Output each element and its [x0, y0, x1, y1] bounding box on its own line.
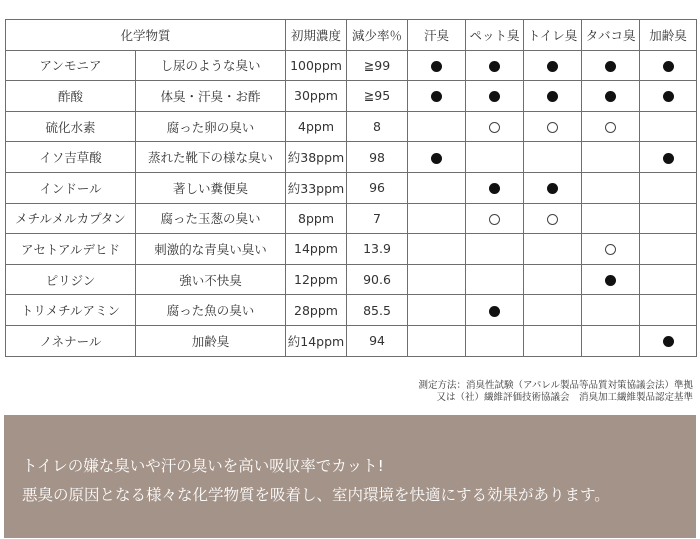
table-row	[6, 50, 697, 81]
filled-circle-icon	[547, 91, 558, 102]
header-pet-odor: ペット臭	[466, 20, 524, 51]
initial-concentration-cell: 約33ppm	[286, 172, 347, 203]
table-row	[6, 111, 697, 142]
aging-odor-cell	[640, 295, 697, 326]
description-cell: 腐った魚の臭い	[136, 295, 286, 326]
initial-concentration-cell: 8ppm	[286, 203, 347, 234]
deodorization-table	[5, 19, 697, 357]
reduction-rate-cell: 85.5	[347, 295, 408, 326]
filled-circle-icon	[431, 91, 442, 102]
aging-odor-cell	[640, 142, 697, 173]
tobacco-odor-cell	[582, 81, 640, 112]
sweat-odor-cell	[408, 172, 466, 203]
pet-odor-cell	[466, 325, 524, 356]
reduction-rate-cell: 98	[347, 142, 408, 173]
description-cell: 腐った卵の臭い	[136, 111, 286, 142]
initial-concentration-cell: 約38ppm	[286, 142, 347, 173]
initial-concentration-cell: 100ppm	[286, 50, 347, 81]
pet-odor-cell	[466, 264, 524, 295]
promo-banner	[4, 415, 696, 538]
tobacco-odor-cell	[582, 234, 640, 265]
reduction-rate-cell: 90.6	[347, 264, 408, 295]
substance-cell: ノネナール	[6, 325, 136, 356]
table-row	[6, 234, 697, 265]
initial-concentration-cell: 28ppm	[286, 295, 347, 326]
pet-odor-cell	[466, 50, 524, 81]
substance-cell: イソ吉草酸	[6, 142, 136, 173]
table-row	[6, 203, 697, 234]
table-row	[6, 172, 697, 203]
header-initial-concentration: 初期濃度	[286, 20, 347, 51]
description-cell: 蒸れた靴下の様な臭い	[136, 142, 286, 173]
tobacco-odor-cell	[582, 50, 640, 81]
measurement-method-note: 測定方法：消臭性試験（アパレル製品等品質対策協議会法）準拠	[418, 380, 693, 391]
filled-circle-icon	[489, 183, 500, 194]
tobacco-odor-cell	[582, 295, 640, 326]
sweat-odor-cell	[408, 234, 466, 265]
banner-headline: トイレの嫌な臭いや汗の臭いを高い吸収率でカット!	[22, 457, 384, 475]
filled-circle-icon	[431, 61, 442, 72]
open-circle-icon	[547, 214, 558, 225]
tobacco-odor-cell	[582, 172, 640, 203]
filled-circle-icon	[605, 91, 616, 102]
toilet-odor-cell	[524, 325, 582, 356]
filled-circle-icon	[431, 153, 442, 164]
pet-odor-cell	[466, 81, 524, 112]
pet-odor-cell	[466, 234, 524, 265]
reduction-rate-cell: 7	[347, 203, 408, 234]
sweat-odor-cell	[408, 325, 466, 356]
filled-circle-icon	[489, 306, 500, 317]
pet-odor-cell	[466, 142, 524, 173]
toilet-odor-cell	[524, 264, 582, 295]
aging-odor-cell	[640, 264, 697, 295]
sweat-odor-cell	[408, 203, 466, 234]
reduction-rate-cell: 8	[347, 111, 408, 142]
table-row	[6, 81, 697, 112]
initial-concentration-cell: 14ppm	[286, 234, 347, 265]
initial-concentration-cell: 12ppm	[286, 264, 347, 295]
pet-odor-cell	[466, 295, 524, 326]
pet-odor-cell	[466, 203, 524, 234]
table-row	[6, 325, 697, 356]
description-cell: 刺激的な青臭い臭い	[136, 234, 286, 265]
description-cell: 著しい糞便臭	[136, 172, 286, 203]
tobacco-odor-cell	[582, 111, 640, 142]
aging-odor-cell	[640, 203, 697, 234]
aging-odor-cell	[640, 111, 697, 142]
sweat-odor-cell	[408, 142, 466, 173]
certification-note: 又は（社）繊維評価技術協議会 消臭加工繊維製品認定基準	[436, 392, 693, 403]
header-aging-odor: 加齢臭	[640, 20, 697, 51]
toilet-odor-cell	[524, 203, 582, 234]
toilet-odor-cell	[524, 295, 582, 326]
open-circle-icon	[489, 214, 500, 225]
sweat-odor-cell	[408, 295, 466, 326]
toilet-odor-cell	[524, 111, 582, 142]
header-substance: 化学物質	[6, 20, 286, 51]
description-cell: 腐った玉葱の臭い	[136, 203, 286, 234]
substance-cell: メチルメルカプタン	[6, 203, 136, 234]
substance-cell: トリメチルアミン	[6, 295, 136, 326]
description-cell: 加齢臭	[136, 325, 286, 356]
description-cell: し尿のような臭い	[136, 50, 286, 81]
filled-circle-icon	[605, 61, 616, 72]
substance-cell: インドール	[6, 172, 136, 203]
aging-odor-cell	[640, 172, 697, 203]
sweat-odor-cell	[408, 50, 466, 81]
description-cell: 強い不快臭	[136, 264, 286, 295]
tobacco-odor-cell	[582, 325, 640, 356]
toilet-odor-cell	[524, 172, 582, 203]
pet-odor-cell	[466, 172, 524, 203]
aging-odor-cell	[640, 325, 697, 356]
header-toilet-odor: トイレ臭	[524, 20, 582, 51]
banner-description: 悪臭の原因となる様々な化学物質を吸着し、室内環境を快適にする効果があります。	[22, 486, 610, 504]
substance-cell: アセトアルデヒド	[6, 234, 136, 265]
toilet-odor-cell	[524, 81, 582, 112]
filled-circle-icon	[605, 275, 616, 286]
reduction-rate-cell: 94	[347, 325, 408, 356]
open-circle-icon	[489, 122, 500, 133]
aging-odor-cell	[640, 50, 697, 81]
reduction-rate-cell: 13.9	[347, 234, 408, 265]
open-circle-icon	[605, 122, 616, 133]
tobacco-odor-cell	[582, 142, 640, 173]
pet-odor-cell	[466, 111, 524, 142]
reduction-rate-cell: ≧99	[347, 50, 408, 81]
reduction-rate-cell: ≧95	[347, 81, 408, 112]
filled-circle-icon	[663, 336, 674, 347]
filled-circle-icon	[663, 153, 674, 164]
open-circle-icon	[605, 244, 616, 255]
aging-odor-cell	[640, 81, 697, 112]
toilet-odor-cell	[524, 234, 582, 265]
table-body	[6, 50, 697, 356]
initial-concentration-cell: 4ppm	[286, 111, 347, 142]
filled-circle-icon	[489, 91, 500, 102]
filled-circle-icon	[547, 183, 558, 194]
reduction-rate-cell: 96	[347, 172, 408, 203]
initial-concentration-cell: 30ppm	[286, 81, 347, 112]
aging-odor-cell	[640, 234, 697, 265]
substance-cell: ピリジン	[6, 264, 136, 295]
substance-cell: 酢酸	[6, 81, 136, 112]
initial-concentration-cell: 約14ppm	[286, 325, 347, 356]
filled-circle-icon	[489, 61, 500, 72]
header-tobacco-odor: タバコ臭	[582, 20, 640, 51]
open-circle-icon	[547, 122, 558, 133]
tobacco-odor-cell	[582, 203, 640, 234]
table-header-row	[6, 20, 697, 51]
header-sweat-odor: 汗臭	[408, 20, 466, 51]
filled-circle-icon	[663, 61, 674, 72]
sweat-odor-cell	[408, 264, 466, 295]
table-row	[6, 264, 697, 295]
filled-circle-icon	[663, 91, 674, 102]
toilet-odor-cell	[524, 50, 582, 81]
substance-cell: アンモニア	[6, 50, 136, 81]
filled-circle-icon	[547, 61, 558, 72]
toilet-odor-cell	[524, 142, 582, 173]
substance-cell: 硫化水素	[6, 111, 136, 142]
sweat-odor-cell	[408, 111, 466, 142]
sweat-odor-cell	[408, 81, 466, 112]
header-reduction-rate: 減少率％	[347, 20, 408, 51]
table-row	[6, 295, 697, 326]
table-row	[6, 142, 697, 173]
description-cell: 体臭・汗臭・お酢	[136, 81, 286, 112]
tobacco-odor-cell	[582, 264, 640, 295]
